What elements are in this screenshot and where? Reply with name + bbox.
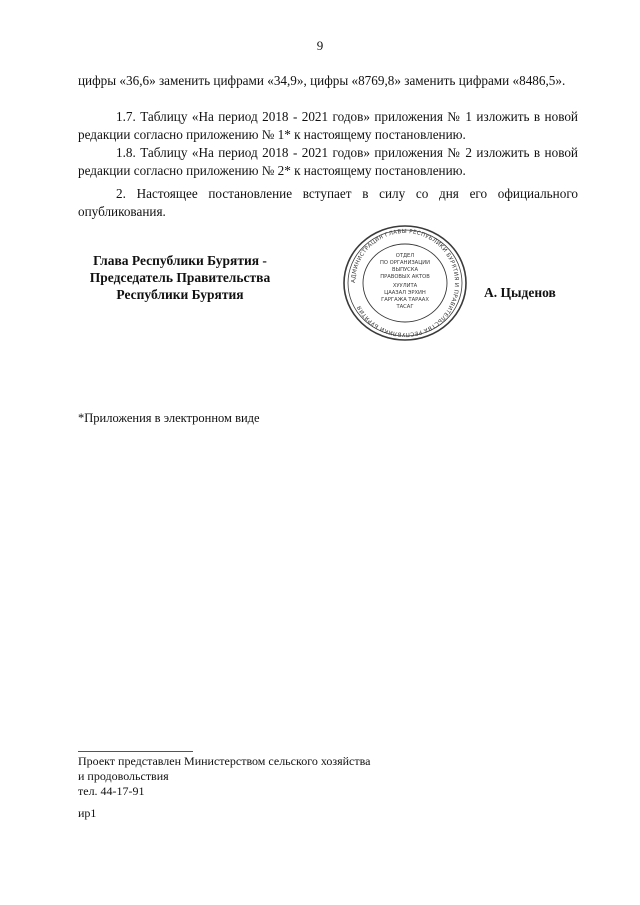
footer-info — [78, 754, 370, 799]
footer-line: Проект представлен Министерством сельского хозяйства — [78, 754, 371, 768]
official-seal-icon — [340, 223, 470, 343]
paragraph-1-7: 1.7. Таблицу «На период 2018 - 2021 годов» приложения № 1 изложить в новой редакции согласно приложению № 1* к настоящему постановлению. — [78, 109, 578, 142]
footer-code: ир1 — [78, 806, 97, 820]
signer-title — [60, 252, 300, 303]
signer-title-line: Глава Республики Бурятия - — [93, 253, 267, 268]
seal-center-line: ТАСАГ — [396, 304, 414, 310]
signer-title-line: Республики Бурятия — [116, 287, 244, 302]
seal-center-line: ГАРГАЖА ТАРААХ — [381, 297, 429, 303]
footer-line: и продовольствия — [78, 769, 169, 783]
paragraph-1-8: 1.8. Таблицу «На период 2018 - 2021 годов» приложения № 2 изложить в новой редакции согласно приложению № 2* к настоящему постановлению. — [78, 145, 578, 178]
appendix-note: *Приложения в электронном виде — [78, 411, 260, 425]
seal-center-line: ПРАВОВЫХ АКТОВ — [380, 274, 430, 280]
footer-phone: тел. 44-17-91 — [78, 784, 145, 798]
seal-center-line: ПО ОРГАНИЗАЦИИ — [379, 260, 431, 266]
seal-center-line: ХУУЛИТА — [392, 283, 418, 289]
signer-name: А. Цыденов — [484, 285, 556, 300]
signer-title-line: Председатель Правительства — [89, 270, 271, 285]
page-number: 9 — [316, 38, 324, 53]
seal-ring-text: АДМИНИСТРАЦИЯ ГЛАВЫ РЕСПУБЛИКИ БУРЯТИЯ И ПРАВИТЕЛЬСТВА РЕСПУБЛИКИ БУРЯТИЯ — [350, 228, 460, 338]
seal-center-line: ЦААЗАЛ ЭРХИН — [384, 290, 426, 296]
paragraph-effective-date: 2. Настоящее постановление вступает в силу со дня его официального опубликования. — [78, 186, 578, 219]
seal-center-line: ВЫПУСКА — [391, 267, 419, 273]
footer-divider — [78, 751, 193, 752]
seal-center-line: ОТДЕЛ — [395, 253, 415, 259]
paragraph-replacement: цифры «36,6» заменить цифрами «34,9», цифры «8769,8» заменить цифрами «8486,5». — [78, 73, 566, 88]
